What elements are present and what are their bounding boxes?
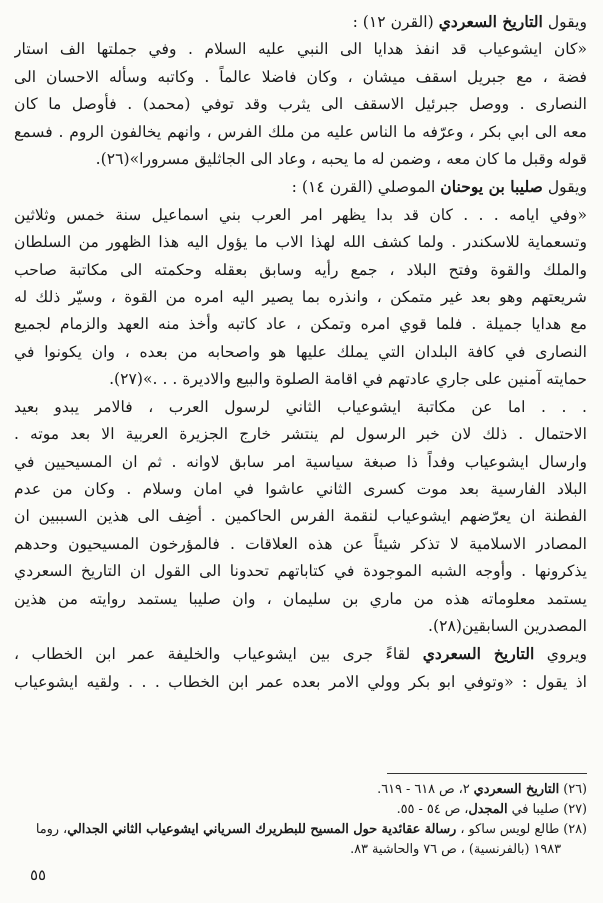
paragraph-4-heading: ويروي التاريخ السعردي لقاءً جرى بين ايشوعياب والخليفة عمر ابن الخطاب ، (14, 644, 587, 664)
source-name: التاريخ السعردي (438, 12, 543, 31)
text-line: معه الى ابي بكر ، وعرّفه ما الناس عليه من ملك الفرس ، وانهم يخالفون الروم . فسمع (14, 122, 587, 141)
footnotes (14, 773, 587, 860)
paragraph-2-heading: ويقول صليبا بن يوحنان الموصلي (القرن ١٤) : (291, 177, 587, 197)
text-line: اذ يقول : «وتوفي ابو بكر وولي الامر بعده عمر ابن الخطاب . . . ولقيه ايشوعياب (14, 672, 587, 691)
text-line: . . . اما عن مكاتبة ايشوعياب الثاني لرسول العرب ، فالامر يبدو بعيد (14, 397, 587, 416)
text-line: المصدرين السابقين(٢٨). (428, 616, 587, 635)
text-line: الاحتمال . ذلك لان خبر الرسول لم ينتشر خارج الجزيرة العربية الا بعد موته . (14, 425, 587, 444)
footnote-28-continued: ١٩٨٣ (بالفرنسية) ، ص ٧٦ والحاشية ٨٣. (350, 842, 561, 857)
footnote-26: (٢٦) التاريخ السعردي ٢، ص ٦١٨ - ٦١٩. (377, 782, 587, 797)
text-line: شريعتهم وهو بعد غير متمكن ، وانذره بما يصير اليه امره من القوة ، وسيّر ذلك له (14, 288, 587, 307)
source-name: صليبا بن يوحنان (440, 177, 543, 197)
text-line: وارسال ايشوعياب وفداً ذا صبغة سياسية امر سابق لاوانه . ثم ان المسيحيين في (14, 452, 587, 471)
text-line: والملك والقوة وفتح البلاد ، جمع رأيه وسابق بعقله وحكمته الى مكاتبة صاحب (14, 260, 587, 279)
text-line: «وفي ايامه . . . كان قد بدا يظهر امر العرب بني اسماعيل سنة خمس وثلاثين (14, 205, 587, 224)
paragraph-1-heading: ويقول التاريخ السعردي (القرن ١٢) : (352, 12, 587, 31)
text-line: النصارى في كافة البلدان التي يملك عليها هو واصحابه من بعده ، وان يكونوا في (14, 342, 587, 361)
page-number: ٥٥ (30, 866, 47, 884)
text-line: وتسعماية للاسكندر . ولما كشف الله لهذا الاب ما يؤول اليه هذا الظهور من السلطان (14, 233, 587, 252)
text-line: البلاد الفارسية بعد موت كسرى الثاني عاشوا في امان وسلام . وكان من عدم (14, 479, 587, 498)
text-line: يذكرونها . وأوجه الشبه الموجودة في كتاباتهم تحدونا الى القول ان التاريخ السعردي (14, 562, 587, 581)
source-name: التاريخ السعردي (422, 644, 535, 664)
text-line: مع هدايا جميلة . فلما قوي امره وتمكن ، عاد كاتبه وأخذ منه العهد والزمام لجميع (14, 315, 587, 334)
footnote-27: (٢٧) صليبا في المجدل، ص ٥٤ - ٥٥. (396, 802, 587, 817)
text-line: يستمد معلوماته هذه من ماري بن سليمان ، وان صليبا يستمد روايته من هذين (14, 589, 587, 608)
text-line: فضة ، مع جبريل اسقف ميشان ، وكان فاضلا عالماً . وكاتبه وسأله الاحسان الى (14, 67, 587, 86)
text-line: «كان ايشوعياب قد انفذ هدايا الى النبي عليه السلام . وفي جملتها الف استار (14, 40, 587, 59)
text-line: قوله وقبل ما كان معه ، وضمن له ما يحبه ، وعاد الى الجاثليق مسرورا»(٢٦). (95, 150, 587, 169)
text-line: الفطنة ان يعرّضهم ايشوعياب لنقمة الفرس الحاكمين . أضِف الى هذين السببين ان (14, 507, 587, 526)
text-line: النصارى . ووصل جبرئيل الاسقف الى يثرب وقد توفي (محمد) . فأوصل ما كان (14, 95, 587, 114)
text-line: حمايته آمنين على جاري عادتهم في اقامة الصلوة والبيع والاديرة . . .»(٢٧). (109, 370, 587, 389)
footnote-divider (387, 773, 587, 774)
text-line: المصادر الاسلامية لا تذكر شيئاً عن هذه العلاقات . فالمؤرخون المسيحيون وحدهم (14, 534, 587, 553)
footnote-28: (٢٨) طالع لويس ساكو ، رسالة عقائدية حول المسيح للبطريرك السرياني ايشوعياب الثاني الجدالي، روما (35, 822, 587, 837)
